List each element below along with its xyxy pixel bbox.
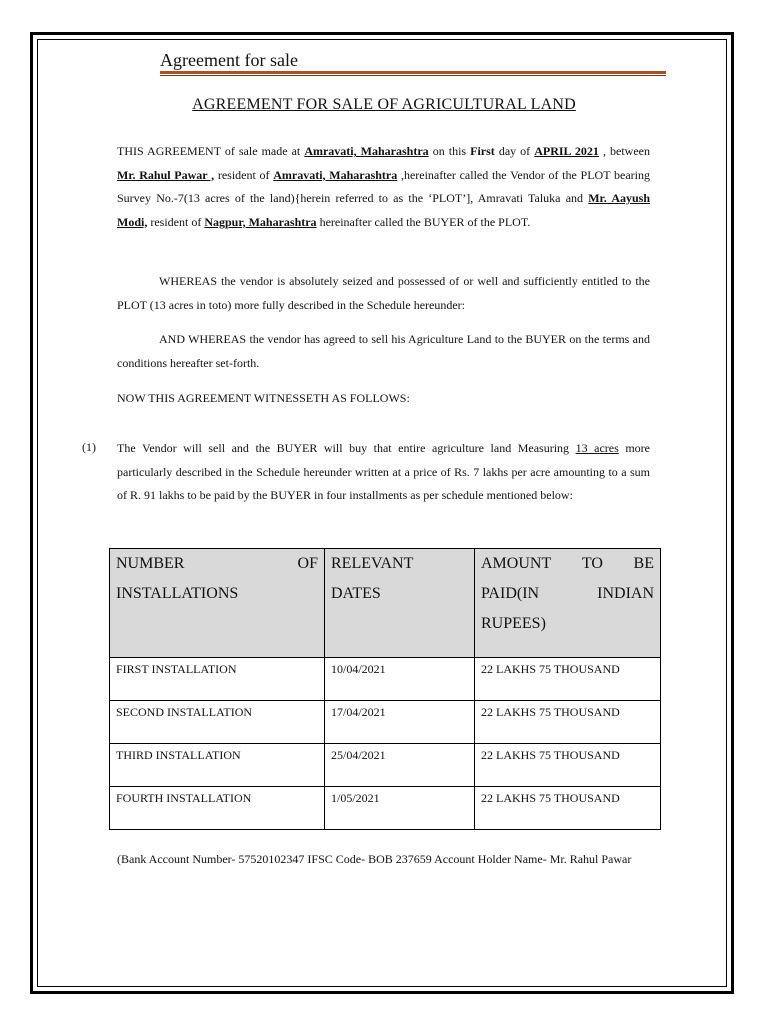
amount-cell: 22 LAKHS 75 THOUSAND bbox=[475, 744, 661, 787]
buyer-residence: Nagpur, Maharashtra bbox=[204, 214, 317, 229]
header-rule bbox=[160, 71, 666, 74]
document-title bbox=[0, 96, 768, 114]
table-header-row bbox=[110, 549, 661, 658]
header-text: OF bbox=[297, 555, 318, 572]
installment-cell: THIRD INSTALLATION bbox=[110, 744, 325, 787]
intro-text: hereinafter called the BUYER of the PLOT. bbox=[316, 214, 531, 229]
header-installations bbox=[110, 549, 325, 658]
table-row bbox=[110, 744, 661, 787]
intro-text: on this bbox=[428, 144, 471, 158]
installment-cell: FOURTH INSTALLATION bbox=[110, 787, 325, 830]
table-row bbox=[110, 658, 661, 701]
witnesseth-heading: NOW THIS AGREEMENT WITNESSETH AS FOLLOWS: bbox=[117, 391, 410, 405]
date-cell: 25/04/2021 bbox=[325, 744, 475, 787]
clause-text: The Vendor will sell and the BUYER will buy that entire agriculture land Measuring bbox=[117, 441, 576, 455]
header-text: TO bbox=[581, 555, 603, 572]
intro-text: resident of bbox=[147, 214, 205, 229]
amount-cell: 22 LAKHS 75 THOUSAND bbox=[475, 658, 661, 701]
header-rule-thin bbox=[160, 75, 666, 76]
intro-text: resident of bbox=[214, 167, 274, 182]
document-title-text: AGREEMENT FOR SALE OF AGRICULTURAL LAND bbox=[192, 96, 576, 113]
installment-schedule-table bbox=[109, 548, 661, 830]
clause-text: more particularly described in the Schedule hereunder written at a price of Rs. 7 lakhs per acre amounting to a sum of R. 91 lakhs to be paid by the BUYER in four installments as per schedule mentioned below: bbox=[117, 441, 650, 502]
amount-cell: 22 LAKHS 75 THOUSAND bbox=[475, 701, 661, 744]
vendor-name: Mr. Rahul Pawar , bbox=[117, 167, 215, 182]
agreement-place: Amravati, Maharashtra bbox=[304, 144, 429, 158]
table-row bbox=[110, 701, 661, 744]
installment-cell: FIRST INSTALLATION bbox=[110, 658, 325, 701]
header-text: DATES bbox=[331, 585, 381, 602]
table-row bbox=[110, 787, 661, 830]
bank-details: (Bank Account Number- 57520102347 IFSC Code- BOB 237659 Account Holder Name- Mr. Rahul Pawar bbox=[117, 852, 632, 866]
header-text: INDIAN bbox=[597, 585, 654, 602]
land-area: 13 acres bbox=[575, 441, 619, 455]
amount-cell: 22 LAKHS 75 THOUSAND bbox=[475, 787, 661, 830]
header-text: BE bbox=[633, 555, 654, 572]
header-text: AMOUNT bbox=[481, 555, 552, 572]
date-cell: 17/04/2021 bbox=[325, 701, 475, 744]
header-text: PAID(IN bbox=[481, 585, 540, 602]
intro-paragraph bbox=[117, 140, 650, 234]
date-cell: 1/05/2021 bbox=[325, 787, 475, 830]
installment-cell: SECOND INSTALLATION bbox=[110, 701, 325, 744]
whereas-paragraph: WHEREAS the vendor is absolutely seized and possessed of or well and sufficiently entitled to the PLOT (13 acres in toto) more fully described in the Schedule hereunder: bbox=[117, 274, 650, 312]
vendor-residence: Amravati, Maharashtra bbox=[273, 167, 398, 182]
intro-text: , between bbox=[598, 144, 650, 158]
header-text: RELEVANT bbox=[331, 555, 414, 572]
agreement-month: APRIL 2021 bbox=[534, 144, 599, 158]
buyer-name: Mr. Aayush Modi, bbox=[117, 191, 650, 229]
intro-text: day of bbox=[494, 144, 535, 158]
header-text: NUMBER bbox=[116, 555, 185, 572]
clause-number: (1) bbox=[82, 440, 96, 454]
header-text: RUPEES) bbox=[481, 615, 546, 632]
header-dates bbox=[325, 549, 475, 658]
intro-text: ,hereinafter called the Vendor of the PLOT bearing Survey No.-7(13 acres of the land){herein referred to as the ‘PLOT’], Amravati Taluka and bbox=[117, 167, 650, 205]
date-cell: 10/04/2021 bbox=[325, 658, 475, 701]
header-amount bbox=[475, 549, 661, 658]
intro-text: THIS AGREEMENT of sale made at bbox=[117, 144, 305, 158]
clause-1-paragraph bbox=[117, 437, 650, 508]
agreement-day: First bbox=[470, 144, 495, 158]
header-text: INSTALLATIONS bbox=[116, 585, 239, 602]
header-title: Agreement for sale bbox=[160, 50, 298, 70]
and-whereas-paragraph: AND WHEREAS the vendor has agreed to sell his Agriculture Land to the BUYER on the terms and conditions hereafter set-forth. bbox=[117, 332, 650, 370]
